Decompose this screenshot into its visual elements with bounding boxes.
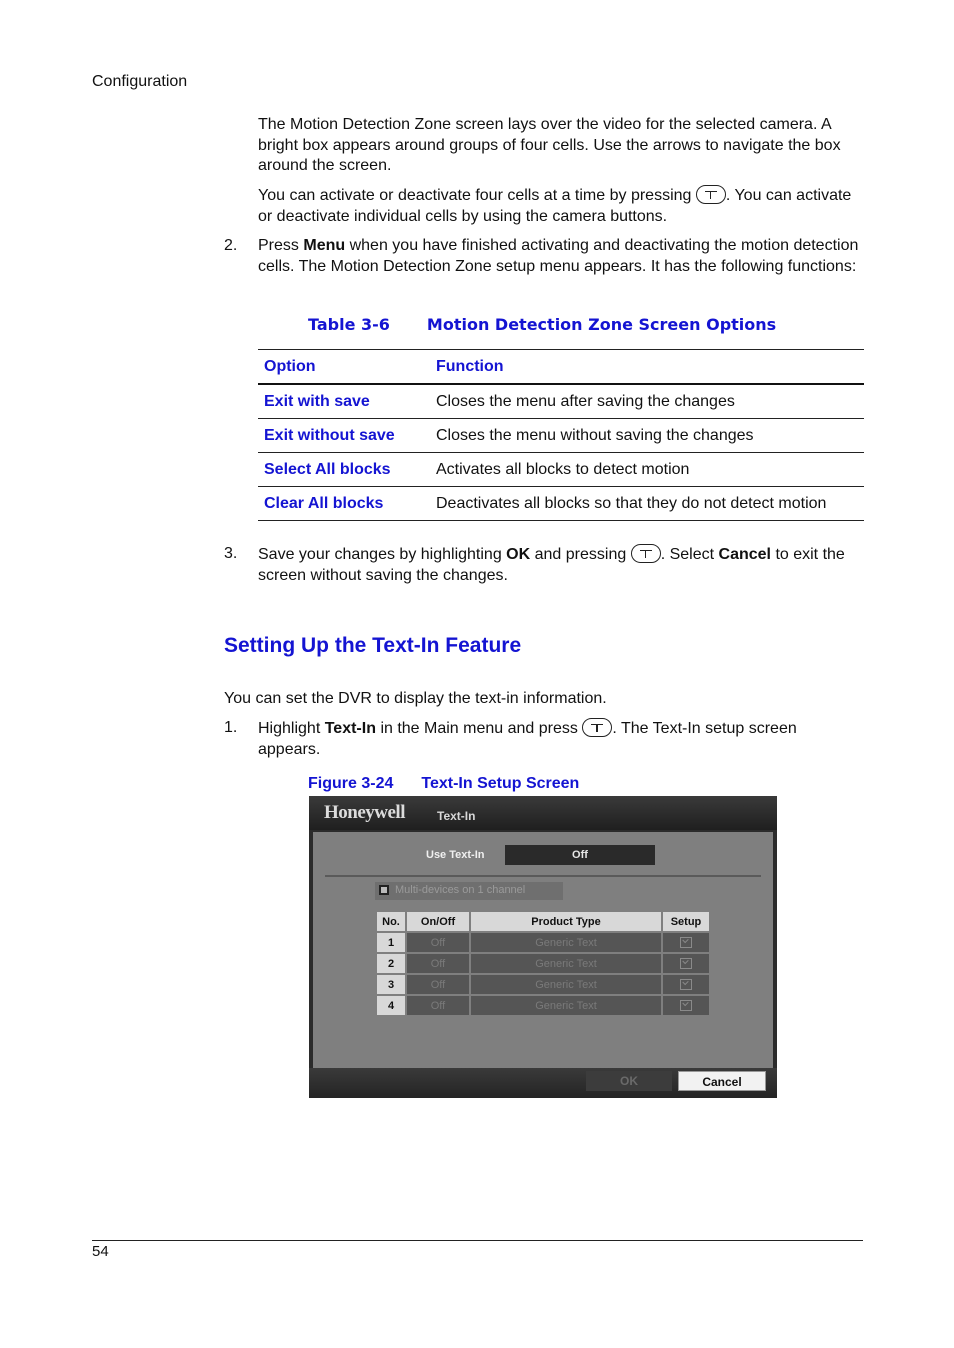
onoff-cell[interactable]: Off (407, 933, 469, 952)
row-number: 2 (377, 954, 405, 973)
text-in-setup-screen (309, 796, 777, 1098)
row-number: 4 (377, 996, 405, 1015)
function-cell: Closes the menu without saving the changes (430, 419, 864, 453)
device-table (375, 910, 711, 1017)
cancel-button[interactable]: Cancel (678, 1071, 766, 1091)
ok-button[interactable]: OK (586, 1071, 672, 1091)
table-caption: Table 3-6 Motion Detection Zone Screen Options (308, 315, 777, 334)
divider (325, 875, 761, 877)
option-cell: Select All blocks (258, 453, 430, 487)
col-no: No. (377, 912, 405, 931)
setup-cell[interactable] (663, 975, 709, 994)
table-row (377, 996, 709, 1015)
device-table-header (377, 912, 709, 931)
function-cell: Deactivates all blocks so that they do not detect motion (430, 487, 864, 521)
col-product-type: Product Type (471, 912, 661, 931)
step-2-number: 2. (224, 237, 238, 254)
header-function: Function (430, 350, 864, 385)
col-setup: Setup (663, 912, 709, 931)
table-row (258, 384, 864, 419)
onoff-cell[interactable]: Off (407, 954, 469, 973)
col-onoff: On/Off (407, 912, 469, 931)
onoff-cell[interactable]: Off (407, 996, 469, 1015)
button-bar (309, 1068, 777, 1098)
table-row (258, 419, 864, 453)
intro-paragraph-1: The Motion Detection Zone screen lays over the video for the selected camera. A bright box appears around groups of four cells. Use the arrows to navigate the box around the screen. (258, 116, 841, 174)
product-type-cell[interactable]: Generic Text (471, 933, 661, 952)
setup-check-icon (680, 937, 692, 948)
textin-intro: You can set the DVR to display the text-in information. (224, 690, 607, 707)
function-cell: Closes the menu after saving the changes (430, 384, 864, 419)
onoff-cell[interactable]: Off (407, 975, 469, 994)
table-row (377, 954, 709, 973)
setup-cell[interactable] (663, 996, 709, 1015)
step-3-number: 3. (224, 545, 238, 562)
multi-devices-option[interactable] (375, 882, 563, 900)
product-type-cell[interactable]: Generic Text (471, 996, 661, 1015)
table-row (258, 453, 864, 487)
options-table (258, 349, 864, 521)
screen-title: Text-In (437, 809, 476, 823)
setup-check-icon (680, 979, 692, 990)
option-cell: Clear All blocks (258, 487, 430, 521)
header-option: Option (258, 350, 430, 385)
use-text-in-label: Use Text-In (426, 849, 485, 861)
enter-button-icon (582, 718, 612, 737)
multi-devices-checkbox[interactable] (379, 885, 389, 895)
enter-button-icon (631, 544, 661, 563)
step-3-text: Save your changes by highlighting OK and pressing . Select Cancel to exit the screen without saving the changes. (258, 546, 845, 584)
section-heading: Setting Up the Text-In Feature (224, 634, 522, 657)
multi-devices-label: Multi-devices on 1 channel (395, 884, 526, 896)
option-cell: Exit without save (258, 419, 430, 453)
setup-cell[interactable] (663, 933, 709, 952)
use-text-in-select[interactable]: Off (505, 845, 655, 865)
option-cell: Exit with save (258, 384, 430, 419)
setup-cell[interactable] (663, 954, 709, 973)
settings-panel (313, 832, 773, 1068)
honeywell-logo: Honeywell (324, 802, 405, 823)
step-1-text: Highlight Text-In in the Main menu and press . The Text-In setup screen appears. (258, 720, 797, 758)
figure-caption: Figure 3-24 Text-In Setup Screen (308, 775, 580, 792)
table-row (258, 487, 864, 521)
row-number: 3 (377, 975, 405, 994)
screen-title-bar (309, 796, 777, 830)
table-row (377, 975, 709, 994)
product-type-cell[interactable]: Generic Text (471, 954, 661, 973)
page-number: 54 (92, 1243, 109, 1260)
intro-paragraph-2: You can activate or deactivate four cells at a time by pressing . You can activate or deactivate individual cells by using the camera buttons. (258, 187, 852, 225)
product-type-cell[interactable]: Generic Text (471, 975, 661, 994)
step-1-number: 1. (224, 719, 238, 736)
step-2-text: Press Menu when you have finished activating and deactivating the motion detection cells. The Motion Detection Zone setup menu appears. It has the following functions: (258, 237, 859, 275)
function-cell: Activates all blocks to detect motion (430, 453, 864, 487)
footer-rule (92, 1240, 863, 1241)
running-header: Configuration (92, 73, 188, 90)
enter-button-icon (696, 185, 726, 204)
table-header-row (258, 350, 864, 385)
row-number: 1 (377, 933, 405, 952)
table-row (377, 933, 709, 952)
setup-check-icon (680, 1000, 692, 1011)
setup-check-icon (680, 958, 692, 969)
